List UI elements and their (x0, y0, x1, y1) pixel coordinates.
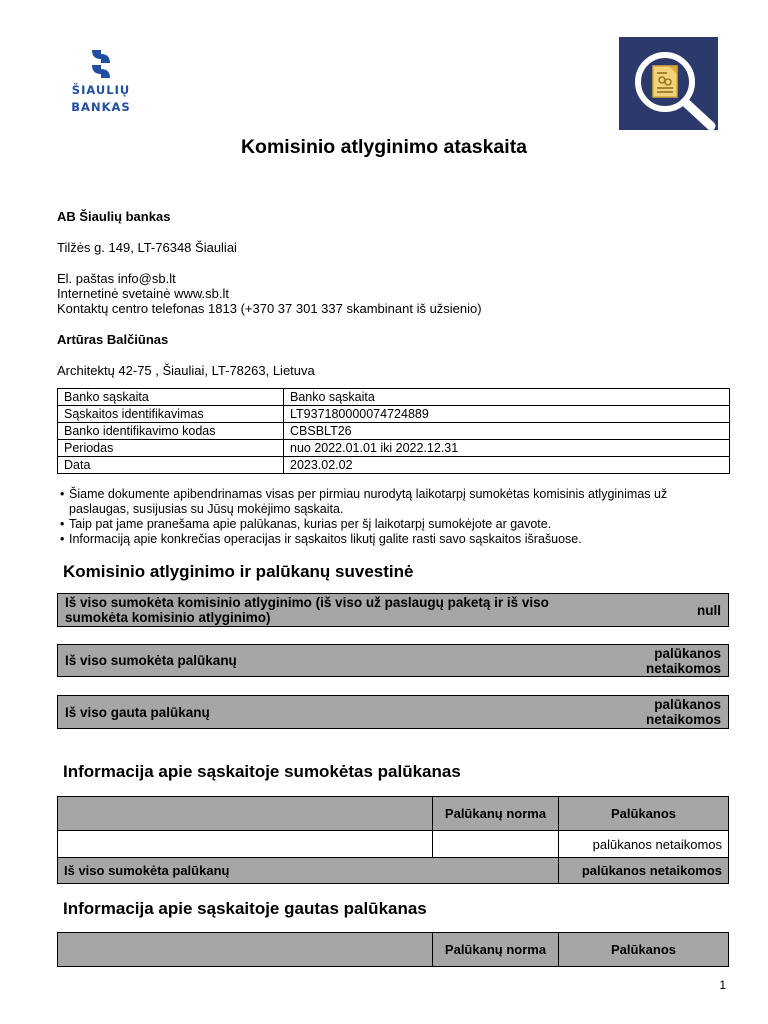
list-item: • Šiame dokumente apibendrinamas visas per pirmiau nurodytą laikotarpį sumokėtas komisinis atlyginimas už paslaugas, susijusias su Jūsų mokėjimo sąskaita. (60, 487, 720, 517)
page-number: 1 (719, 978, 726, 992)
paid-interest-heading: Informacija apie sąskaitoje sumokėtas palūkanas (63, 762, 461, 781)
table-header-rate: Palūkanų norma (433, 797, 559, 831)
info-bullet-list (60, 487, 720, 547)
table-header-interest: Palūkanos (559, 797, 729, 831)
client-address: Architektų 42-75 , Šiauliai, LT-78263, Lietuva (57, 363, 315, 378)
bank-logo-text-line1: ŠIAULIŲ (71, 83, 131, 97)
summary-row-value: palūkanos netaikomos (645, 645, 721, 676)
summary-heading: Komisinio atlyginimo ir palūkanų suvestinė (63, 562, 414, 581)
page-title: Komisinio atlyginimo ataskaita (240, 136, 528, 158)
table-row (58, 440, 730, 457)
account-info-label: Data (58, 457, 284, 474)
account-info-value: Banko sąskaita (284, 389, 730, 406)
table-header-cell-empty (58, 797, 433, 831)
summary-row-value: palūkanos netaikomos (645, 697, 721, 727)
document-search-badge (619, 37, 718, 130)
account-info-value: LT937180000074724889 (284, 406, 730, 423)
summary-row-total-received-interest (57, 695, 729, 729)
table-row (58, 457, 730, 474)
table-row (58, 406, 730, 423)
table-total-row (58, 858, 729, 884)
table-header-cell-empty (58, 933, 433, 967)
bank-address: Tilžės g. 149, LT-76348 Šiauliai (57, 240, 237, 255)
bank-logo (70, 48, 132, 114)
received-interest-table (57, 932, 729, 967)
list-item: • Informaciją apie konkrečias operacijas ir sąskaitos likutį galite rasti savo sąskaitos išrašuose. (60, 532, 720, 547)
table-header-row (58, 797, 729, 831)
bank-website: Internetinė svetainė www.sb.lt (57, 286, 229, 301)
summary-row-total-commission (57, 593, 729, 627)
account-info-label: Banko identifikavimo kodas (58, 423, 284, 440)
account-info-label: Periodas (58, 440, 284, 457)
account-info-table (57, 388, 730, 474)
summary-row-total-paid-interest (57, 644, 729, 677)
table-row (58, 831, 729, 858)
table-row (58, 389, 730, 406)
bank-name: AB Šiaulių bankas (57, 209, 171, 224)
client-name: Artūras Balčiūnas (57, 332, 169, 347)
table-header-row (58, 933, 729, 967)
table-header-interest: Palūkanos (559, 933, 729, 967)
table-total-value: palūkanos netaikomos (559, 858, 729, 884)
list-item: • Taip pat jame pranešama apie palūkanas, kurias per šį laikotarpį sumokėjote ar gavote. (60, 517, 720, 532)
paid-interest-table (57, 796, 729, 884)
table-cell-interest: palūkanos netaikomos (559, 831, 729, 858)
document-search-icon (619, 37, 718, 130)
bank-logo-text-line2: BANKAS (71, 100, 131, 114)
bank-logo-mark-icon (89, 48, 113, 80)
summary-row-value: null (697, 602, 721, 618)
received-interest-heading: Informacija apie sąskaitoje gautas palūkanas (63, 899, 427, 918)
table-header-rate: Palūkanų norma (433, 933, 559, 967)
summary-row-label: Iš viso sumokėta palūkanų (65, 653, 237, 668)
summary-row-label: Iš viso sumokėta komisinio atlyginimo (iš viso už paslaugų paketą ir iš viso sumokėta komisinio atlyginimo) (65, 595, 549, 625)
bank-email: El. paštas info@sb.lt (57, 271, 176, 286)
table-cell-empty (58, 831, 433, 858)
account-info-label: Banko sąskaita (58, 389, 284, 406)
account-info-value: 2023.02.02 (284, 457, 730, 474)
account-info-value: CBSBLT26 (284, 423, 730, 440)
bank-phone: Kontaktų centro telefonas 1813 (+370 37 301 337 skambinant iš užsienio) (57, 301, 482, 316)
table-total-label: Iš viso sumokėta palūkanų (58, 858, 559, 884)
table-cell-empty (433, 831, 559, 858)
table-row (58, 423, 730, 440)
account-info-label: Sąskaitos identifikavimas (58, 406, 284, 423)
summary-row-label: Iš viso gauta palūkanų (65, 704, 210, 720)
account-info-value: nuo 2022.01.01 iki 2022.12.31 (284, 440, 730, 457)
